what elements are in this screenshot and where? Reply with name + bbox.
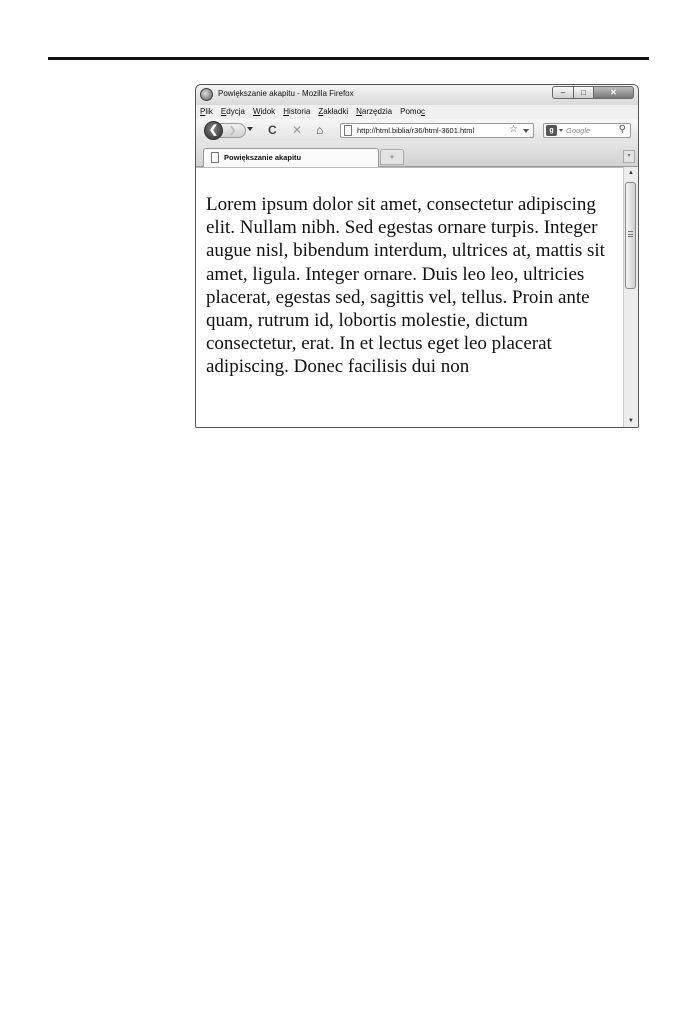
stop-icon[interactable]: ✕ <box>292 123 303 137</box>
menu-widok[interactable]: Widok <box>252 107 276 116</box>
browser-window <box>195 84 639 428</box>
search-bar[interactable] <box>543 123 631 138</box>
back-button[interactable]: ❮ <box>204 121 223 140</box>
menu-plik[interactable]: Plik <box>200 107 213 116</box>
page-content <box>196 167 638 428</box>
search-icon[interactable]: ⚲ <box>618 124 626 135</box>
window-controls <box>552 86 634 99</box>
forward-button[interactable]: ❯ <box>220 123 246 138</box>
navigation-toolbar <box>196 119 638 141</box>
page-icon <box>344 125 352 136</box>
menu-edycja[interactable]: Edycja <box>220 107 245 116</box>
menu-bar <box>196 105 638 119</box>
close-button[interactable]: ✕ <box>594 86 634 99</box>
menu-historia[interactable]: Historia <box>283 107 311 116</box>
reload-icon[interactable]: C <box>268 123 277 137</box>
page-icon <box>211 152 219 163</box>
address-bar[interactable] <box>340 123 534 138</box>
tab-list-button[interactable]: ▾ <box>623 150 635 163</box>
new-tab-button[interactable]: + <box>380 149 404 165</box>
maximize-button[interactable]: □ <box>574 86 594 99</box>
menu-pomoc[interactable]: Pomoc <box>400 107 426 116</box>
window-title: Powiększanie akapitu - Mozilla Firefox <box>218 89 354 98</box>
home-icon[interactable]: ⌂ <box>316 123 324 137</box>
history-dropdown-icon[interactable] <box>247 127 253 131</box>
tab-label: Powiększanie akapitu <box>224 153 302 162</box>
engine-dropdown-icon[interactable] <box>559 129 563 132</box>
firefox-icon <box>200 88 213 101</box>
tab-active[interactable] <box>203 148 379 167</box>
url-dropdown-icon[interactable] <box>523 129 529 133</box>
grip-icon <box>628 231 633 237</box>
menu-narzedzia[interactable]: Narzędzia <box>356 107 393 116</box>
scroll-thumb[interactable] <box>625 182 636 289</box>
page-top-rule <box>48 57 649 60</box>
paragraph: Lorem ipsum dolor sit amet, consectetur adipiscing elit. Nullam nibh. Sed egestas ornare turpis. Integer augue nisl, bibendum interdum, ultrices at, mattis sit amet, ligula. Integer ornare. Duis leo leo, ultricies placerat, egestas sed, sagittis vel, tellus. Proin ante quam, rutrum id, lobortis molestie, dictum consectetur, erat. In et lectus eget leo placerat adipiscing. Donec facilisis dui non <box>206 194 605 378</box>
minimize-button[interactable]: – <box>552 86 574 99</box>
url-text[interactable]: http://html.biblia/r36/html-3601.html <box>357 126 475 135</box>
search-input[interactable] <box>566 125 616 136</box>
tab-strip <box>196 141 638 167</box>
scroll-up-icon[interactable]: ▲ <box>628 170 634 176</box>
menu-zakladki[interactable]: Zakładki <box>318 107 349 116</box>
vertical-scrollbar[interactable] <box>623 167 638 428</box>
search-engine-icon[interactable]: g <box>546 125 557 136</box>
title-bar[interactable] <box>196 85 638 105</box>
scroll-down-icon[interactable]: ▼ <box>628 418 634 424</box>
bookmark-star-icon[interactable]: ☆ <box>509 124 518 135</box>
